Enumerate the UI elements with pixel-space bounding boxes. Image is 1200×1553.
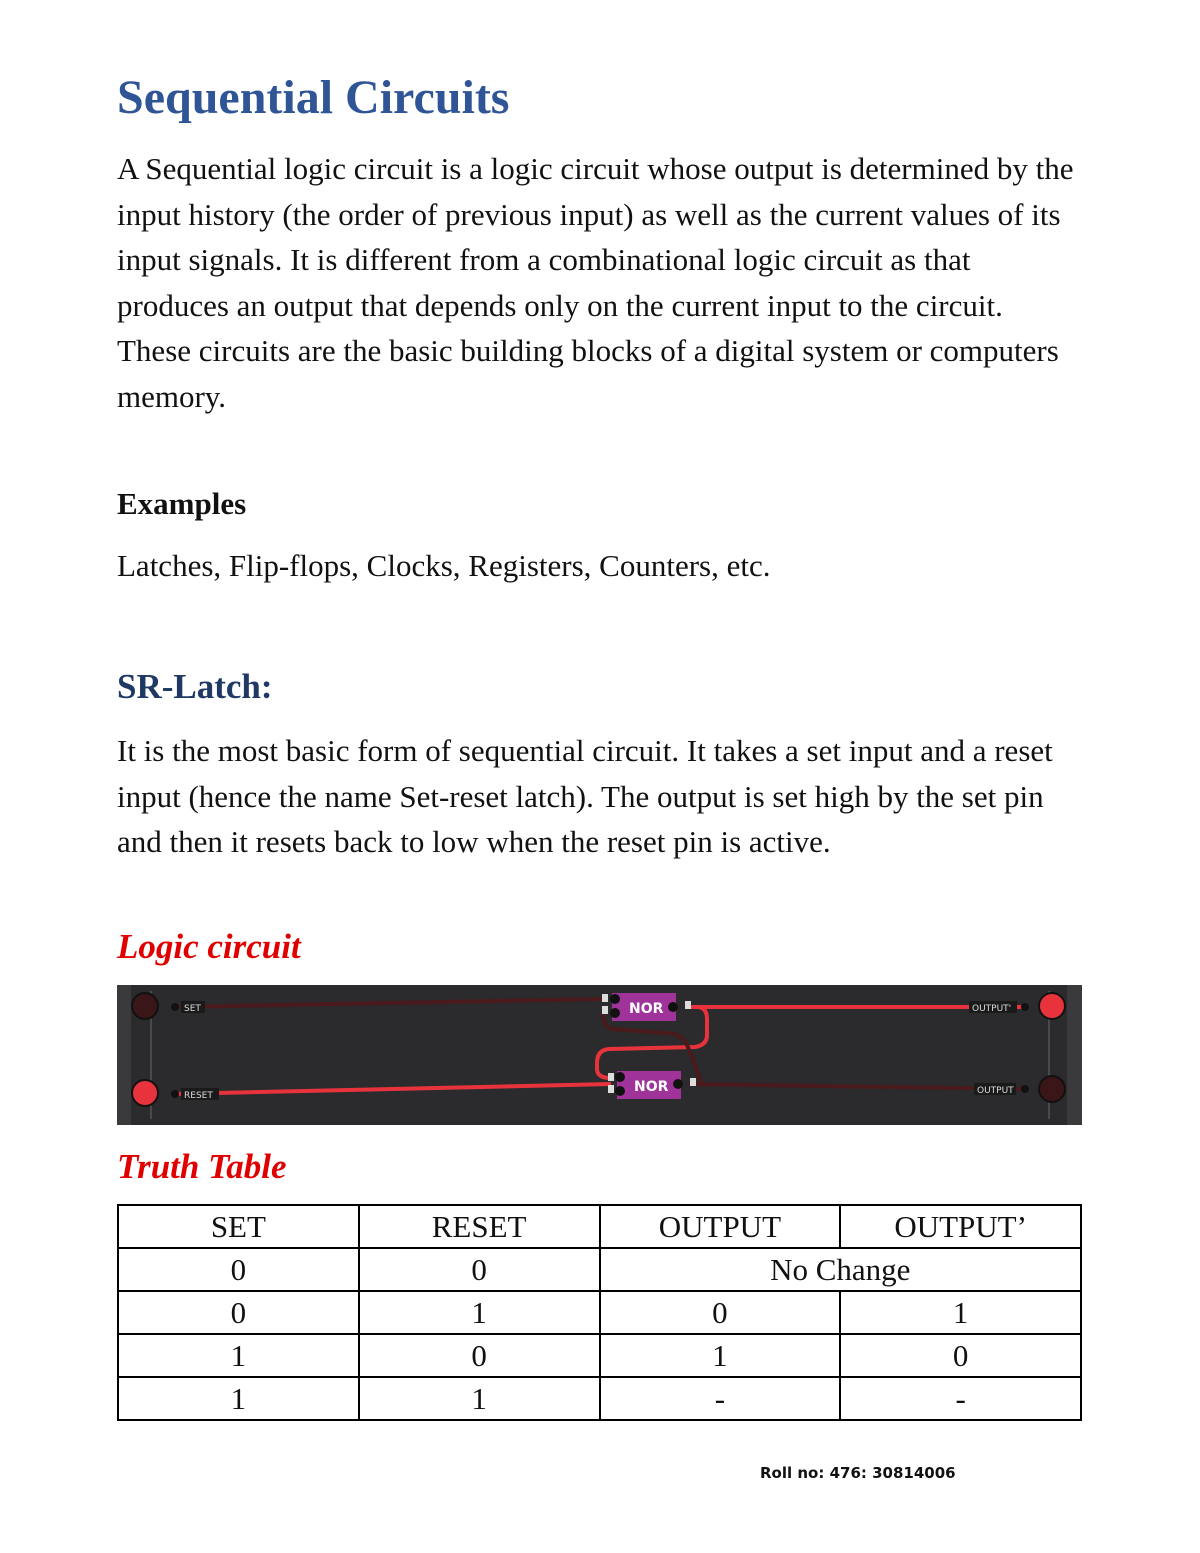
table-row (118, 1248, 1081, 1291)
table-cell: - (600, 1377, 841, 1420)
table-cell: 1 (840, 1291, 1081, 1334)
output-prime-node (1039, 993, 1065, 1019)
reset-wire (173, 1084, 611, 1094)
examples-text: Latches, Flip-flops, Clocks, Registers, Counters, etc. (117, 548, 771, 583)
table-cell: 1 (118, 1377, 359, 1420)
table-cell: 1 (118, 1334, 359, 1377)
left-rail (117, 985, 131, 1125)
table-cell: 0 (840, 1334, 1081, 1377)
output-wire (689, 1084, 1022, 1089)
table-cell: 0 (118, 1248, 359, 1291)
table-row (118, 1334, 1081, 1377)
table-cell: - (840, 1377, 1081, 1420)
header-cell: OUTPUT’ (840, 1205, 1081, 1248)
header-cell: RESET (359, 1205, 600, 1248)
truth-table (117, 1204, 1082, 1421)
table-row (118, 1377, 1081, 1420)
right-rail (1067, 985, 1082, 1125)
sr-latch-heading: SR-Latch: (117, 667, 273, 706)
table-cell: 0 (359, 1334, 600, 1377)
reset-label: RESET (184, 1091, 213, 1101)
nor-gate-top-label: NOR (629, 1001, 664, 1017)
output-node (1039, 1076, 1065, 1102)
output-label: OUTPUT (977, 1086, 1014, 1096)
header-cell: OUTPUT (600, 1205, 841, 1248)
sr-latch-description: It is the most basic form of sequential circuit. It takes a set input and a reset input (hence the name Set-reset latch). The output is set high by the set pin and then it resets back to low when the reset pin is active. (117, 733, 1053, 860)
table-row (118, 1291, 1081, 1334)
nor-gate-bottom-label: NOR (634, 1079, 669, 1095)
reset-input-node (132, 1080, 158, 1106)
table-cell-merged: No Change (600, 1248, 1082, 1291)
table-cell: 0 (600, 1291, 841, 1334)
intro-paragraph: A Sequential logic circuit is a logic circuit whose output is determined by the input history (the order of previous input) as well as the current values of its input signals. It is different from a combinational logic circuit as that produces an output that depends only on the current input to the circuit. These circuits are the basic building blocks of a digital system or computers memory. (117, 151, 1074, 414)
table-cell: 0 (359, 1248, 600, 1291)
roll-number-footer: Roll no: 476: 30814006 (760, 1464, 956, 1482)
table-cell: 1 (600, 1334, 841, 1377)
truth-table-heading: Truth Table (117, 1147, 287, 1186)
page-title: Sequential Circuits (117, 71, 510, 124)
table-cell: 1 (359, 1291, 600, 1334)
table-cell: 1 (359, 1377, 600, 1420)
set-wire (173, 999, 602, 1007)
logic-circuit-diagram (117, 985, 1082, 1125)
examples-heading: Examples (117, 486, 247, 521)
logic-circuit-heading: Logic circuit (117, 927, 301, 966)
table-cell: 0 (118, 1291, 359, 1334)
set-label: SET (184, 1004, 201, 1014)
output-prime-label: OUTPUT' (972, 1004, 1012, 1014)
table-header-row (118, 1205, 1081, 1248)
set-input-node (132, 993, 158, 1019)
header-cell: SET (118, 1205, 359, 1248)
